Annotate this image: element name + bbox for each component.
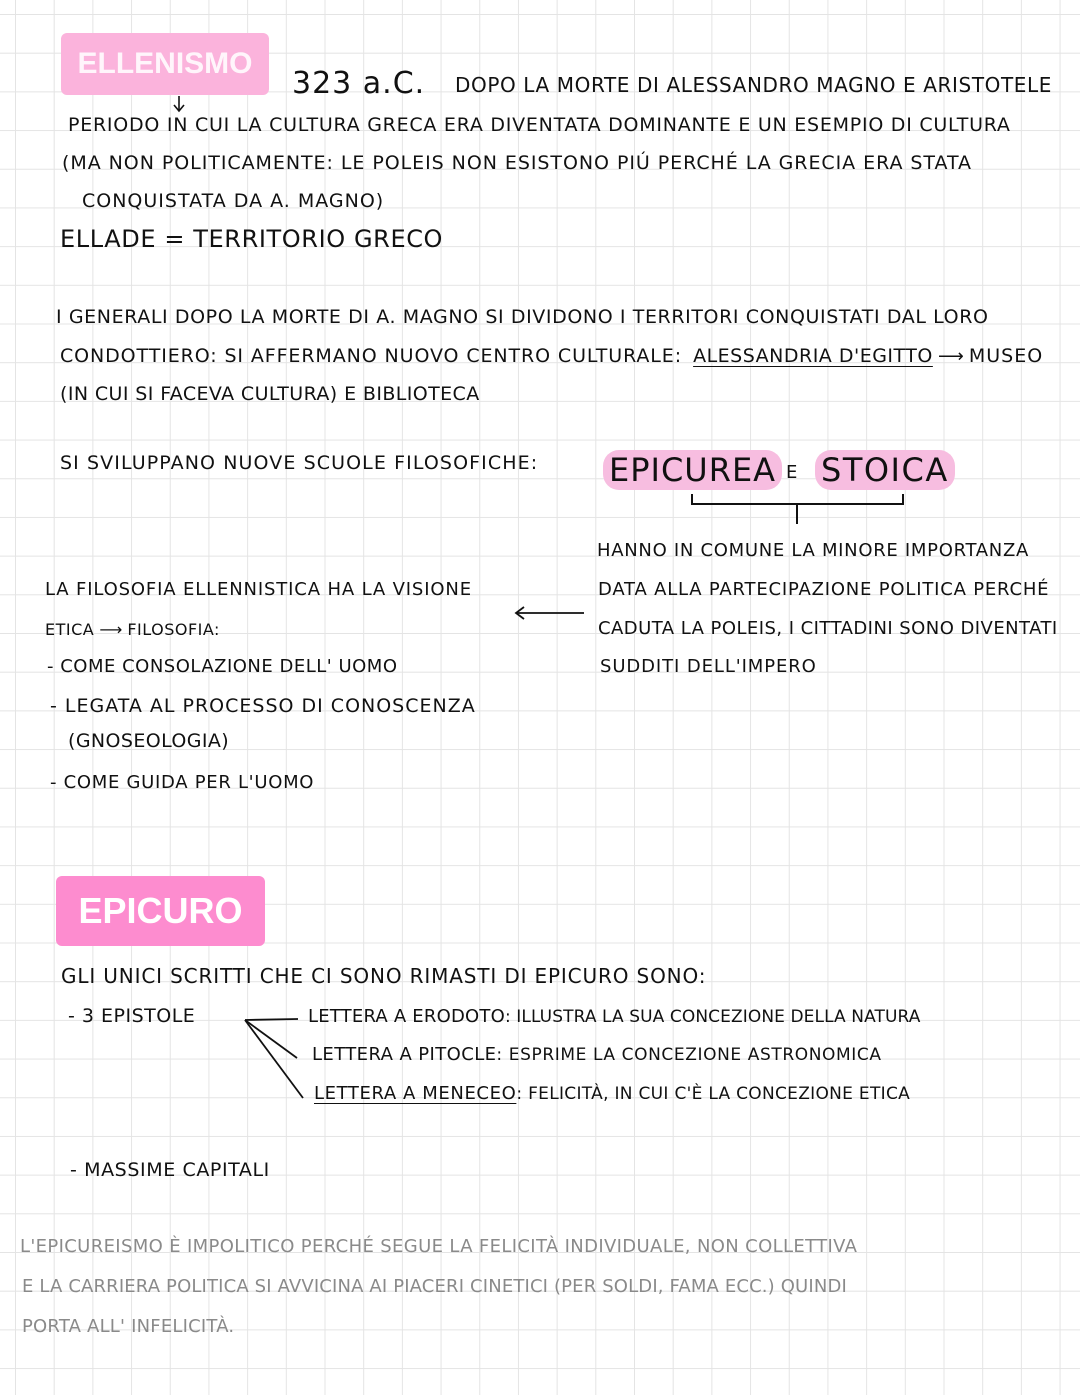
massime-capitali: - MASSIME CAPITALI <box>70 1159 270 1181</box>
letter-pitocle <box>312 1044 882 1065</box>
filosofia-item-3: - COME GUIDA PER L'UOMO <box>50 772 315 793</box>
epicureismo-line-1: L'EPICUREISMO È IMPOLITICO PERCHÉ SEGUE LA FELICITÀ INDIVIDUALE, NON COLLETTIVA <box>20 1236 858 1257</box>
epicuro-title: EPICURO <box>78 890 243 931</box>
ellenismo-date: 323 a.C. <box>292 66 426 101</box>
down-arrow-icon <box>173 96 185 116</box>
alessandria-underlined: ALESSANDRIA D'EGITTO <box>693 345 933 367</box>
letter-meneceo-desc: : FELICITÀ, IN CUI C'È LA CONCEZIONE ETICA <box>516 1084 911 1104</box>
generali-line-2-prefix: CONDOTTIERO: SI AFFERMANO NUOVO CENTRO CULTURALE: <box>60 345 682 367</box>
ellenismo-line-2: (MA NON POLITICAMENTE: LE POLEIS NON ESISTONO PIÚ PERCHÉ LA GRECIA ERA STATA <box>62 152 972 174</box>
bracket-connector <box>690 494 910 528</box>
comune-line-1: HANNO IN COMUNE LA MINORE IMPORTANZA <box>597 540 1029 561</box>
museo-label: MUSEO <box>968 345 1044 367</box>
arrow-right-icon: ⟶ <box>99 620 123 639</box>
school-epicurea: EPICUREA <box>603 450 782 490</box>
generali-line-3: (IN CUI SI FACEVA CULTURA) E BIBLIOTECA <box>60 383 480 405</box>
ellenismo-title: ELLENISMO <box>77 47 253 80</box>
epistole-label: - 3 EPISTOLE <box>68 1005 196 1027</box>
generali-line-1: I GENERALI DOPO LA MORTE DI A. MAGNO SI DIVIDONO I TERRITORI CONQUISTATI DAL LORO <box>56 306 989 328</box>
epicureismo-line-2: E LA CARRIERA POLITICA SI AVVICINA AI PIACERI CINETICI (PER SOLDI, FAMA ECC.) QUINDI <box>22 1276 847 1297</box>
letter-erodoto <box>308 1006 921 1027</box>
ellade-definition: ELLADE = TERRITORIO GRECO <box>60 225 444 253</box>
comune-line-2: DATA ALLA PARTECIPAZIONE POLITICA PERCHÉ <box>598 579 1050 600</box>
filosofia-line-1: LA FILOSOFIA ELLENNISTICA HA LA VISIONE <box>45 579 472 600</box>
filosofia-label: FILOSOFIA: <box>127 620 220 639</box>
letter-meneceo <box>314 1083 910 1104</box>
filosofia-item-2-paren: (GNOSEOLOGIA) <box>68 730 230 752</box>
epistole-branch-lines <box>243 1016 303 1102</box>
ellenismo-title-tag <box>61 33 269 95</box>
letter-erodoto-desc: : ILLUSTRA LA SUA CONCEZIONE DELLA NATURA <box>504 1007 921 1027</box>
arrow-left-icon <box>514 604 586 622</box>
ellenismo-date-line: DOPO LA MORTE DI ALESSANDRO MAGNO E ARISTOTELE <box>455 73 1053 97</box>
epicuro-intro: GLI UNICI SCRITTI CHE CI SONO RIMASTI DI EPICURO SONO: <box>61 964 707 988</box>
school-stoica: STOICA <box>815 450 955 490</box>
epicuro-title-tag <box>56 876 265 946</box>
letter-pitocle-name: LETTERA A PITOCLE <box>312 1044 497 1065</box>
generali-line-2 <box>60 345 1043 367</box>
scuole-conj: E <box>786 462 799 483</box>
epicureismo-line-3: PORTA ALL' INFELICITÀ. <box>22 1316 235 1337</box>
scuole-line <box>60 452 538 474</box>
scuole-prefix: SI SVILUPPANO NUOVE SCUOLE FILOSOFICHE: <box>60 452 539 474</box>
letter-meneceo-name: LETTERA A MENECEO <box>314 1083 517 1104</box>
ellenismo-line-3: CONQUISTATA DA A. MAGNO) <box>82 190 385 212</box>
comune-line-3: CADUTA LA POLEIS, I CITTADINI SONO DIVENTATI <box>598 618 1058 639</box>
filosofia-item-1: - COME CONSOLAZIONE DELL' UOMO <box>47 656 398 677</box>
filosofia-line-2 <box>45 620 220 639</box>
comune-line-4: SUDDITI DELL'IMPERO <box>600 656 817 677</box>
letter-pitocle-desc: : ESPRIME LA CONCEZIONE ASTRONOMICA <box>496 1045 882 1065</box>
etica-label: ETICA <box>45 620 95 639</box>
arrow-right-icon: ⟶ <box>937 346 964 367</box>
filosofia-item-2: - LEGATA AL PROCESSO DI CONOSCENZA <box>50 695 476 717</box>
ellenismo-line-1: PERIODO IN CUI LA CULTURA GRECA ERA DIVENTATA DOMINANTE E UN ESEMPIO DI CULTURA <box>68 114 1011 136</box>
letter-erodoto-name: LETTERA A ERODOTO <box>308 1006 505 1027</box>
